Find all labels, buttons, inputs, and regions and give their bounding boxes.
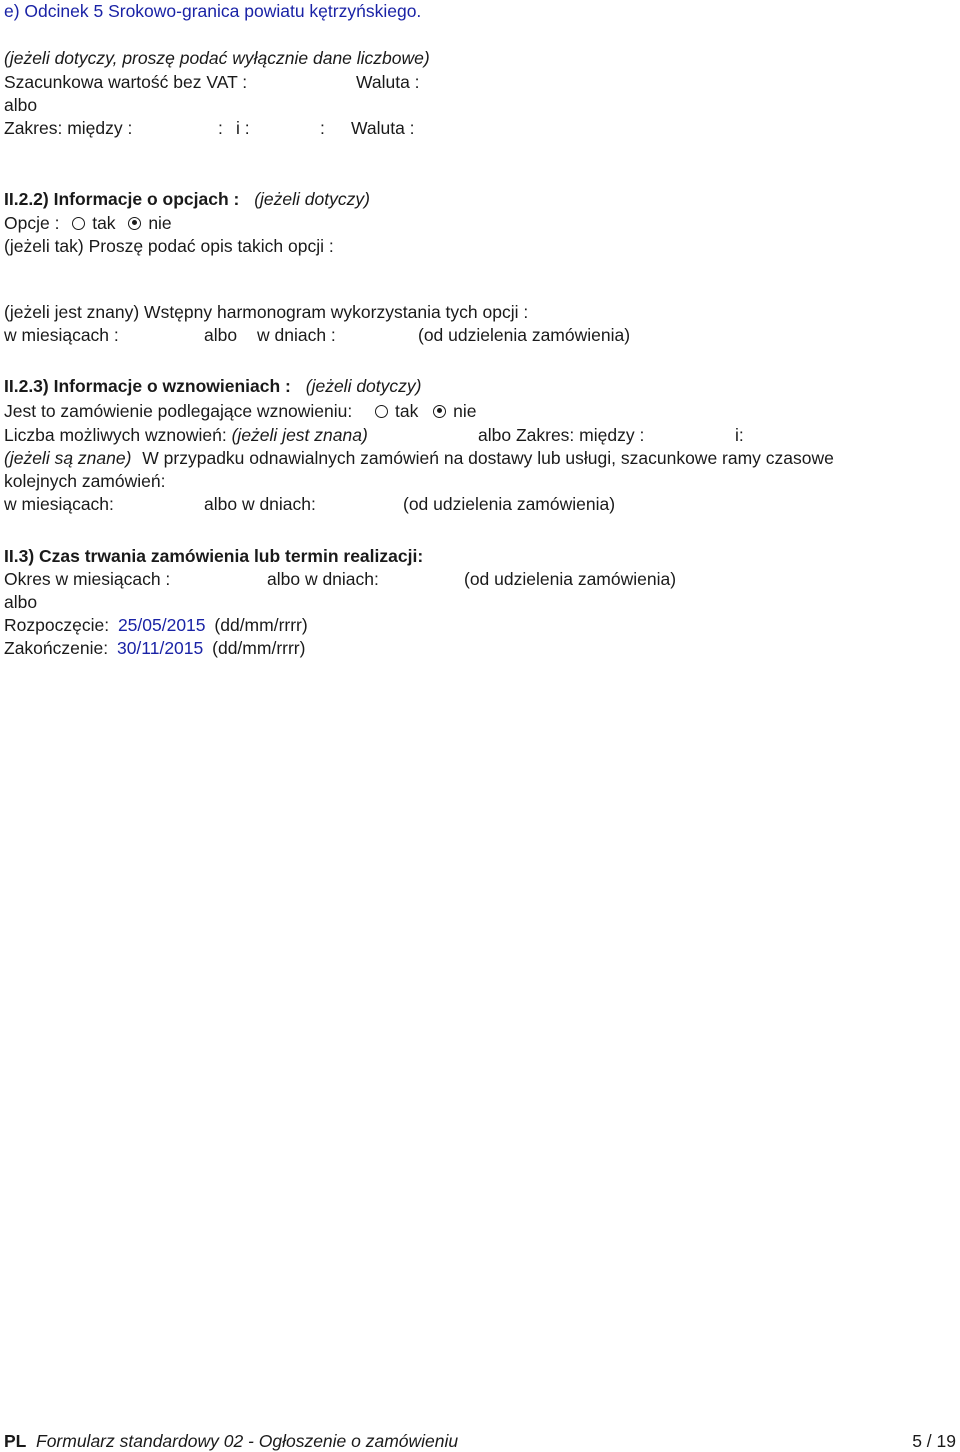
estimated-value-label: Szacunkowa wartość bez VAT : bbox=[4, 72, 248, 92]
options-no-label: nie bbox=[148, 213, 172, 233]
renewal-label: Jest to zamówienie podlegające wznowieniu: bbox=[4, 401, 353, 421]
renewals-heading-text: II.2.3) Informacje o wznowieniach : bbox=[4, 376, 291, 396]
end-label: Zakończenie: bbox=[4, 638, 109, 658]
options-heading-note: (jeżeli dotyczy) bbox=[254, 189, 370, 209]
options-label: Opcje : bbox=[4, 213, 60, 233]
radio-checked-icon bbox=[433, 405, 446, 418]
range-currency-label: Waluta : bbox=[351, 118, 415, 138]
options-heading-text: II.2.2) Informacje o opcjach : bbox=[4, 189, 240, 209]
duration-period-label: Okres w miesiącach : bbox=[4, 569, 171, 589]
range-colon: : bbox=[218, 118, 223, 138]
renewal-yes-label: tak bbox=[395, 401, 419, 421]
footer-lang-code: PL bbox=[4, 1431, 27, 1451]
options-yes-radio[interactable] bbox=[72, 213, 115, 233]
radio-unchecked-icon bbox=[72, 217, 85, 230]
radio-unchecked-icon bbox=[375, 405, 388, 418]
currency-label: Waluta : bbox=[356, 72, 420, 92]
renewal-months-label: w miesiącach: bbox=[4, 494, 114, 514]
or-text: albo bbox=[4, 95, 38, 115]
renewal-count-row bbox=[4, 424, 368, 446]
renewals-heading bbox=[4, 375, 421, 397]
renewals-heading-note: (jeżeli dotyczy) bbox=[305, 376, 422, 396]
renewal-yes-radio[interactable] bbox=[375, 401, 418, 421]
footer-language bbox=[4, 1430, 26, 1452]
duration-or-days: albo w dniach: bbox=[267, 569, 379, 589]
options-yes-label: tak bbox=[92, 213, 116, 233]
options-or: albo bbox=[204, 325, 238, 345]
renewal-timeframe-line2: kolejnych zamówień: bbox=[4, 471, 166, 491]
options-days-label: w dniach : bbox=[257, 325, 336, 345]
start-date: 25/05/2015 bbox=[117, 615, 206, 635]
renewal-timeframe-note: (jeżeli są znane) bbox=[4, 448, 132, 468]
options-from-award: (od udzielenia zamówienia) bbox=[418, 325, 631, 345]
renewal-no-label: nie bbox=[453, 401, 477, 421]
renewal-timeframe-text: W przypadku odnawialnych zamówień na dostawy lub usługi, szacunkowe ramy czasowe bbox=[142, 448, 834, 468]
start-date-format: (dd/mm/rrrr) bbox=[214, 615, 308, 635]
renewal-or-range: albo Zakres: między : bbox=[478, 425, 645, 445]
duration-or: albo bbox=[4, 592, 38, 612]
footer-page-number: 5 / 19 bbox=[912, 1431, 956, 1451]
duration-heading: II.3) Czas trwania zamówienia lub termin realizacji: bbox=[4, 546, 424, 566]
options-months-label: w miesiącach : bbox=[4, 325, 119, 345]
end-date: 30/11/2015 bbox=[116, 638, 204, 658]
duration-from-award: (od udzielenia zamówienia) bbox=[464, 569, 677, 589]
renewal-count-note: (jeżeli jest znana) bbox=[231, 425, 368, 445]
renewal-count-label: Liczba możliwych wznowień: bbox=[4, 425, 227, 445]
renewal-from-award: (od udzielenia zamówienia) bbox=[403, 494, 616, 514]
options-no-radio[interactable] bbox=[128, 213, 171, 233]
options-row bbox=[4, 212, 172, 234]
start-row bbox=[4, 614, 308, 636]
renewal-range-and: i: bbox=[735, 425, 744, 445]
renewal-timeframe-row bbox=[4, 447, 834, 469]
options-schedule-label: (jeżeli jest znany) Wstępny harmonogram wykorzystania tych opcji : bbox=[4, 302, 529, 322]
end-row bbox=[4, 637, 305, 659]
start-label: Rozpoczęcie: bbox=[4, 615, 110, 635]
range-and: i : bbox=[236, 118, 250, 138]
numeric-data-note: (jeżeli dotyczy, proszę podać wyłącznie dane liczbowe) bbox=[4, 48, 430, 68]
range-colon-2: : bbox=[320, 118, 325, 138]
range-label: Zakres: między : bbox=[4, 118, 133, 138]
footer-form-name: Formularz standardowy 02 - Ogłoszenie o zamówieniu bbox=[36, 1431, 459, 1451]
options-description-label: (jeżeli tak) Proszę podać opis takich opcji : bbox=[4, 236, 334, 256]
end-date-format: (dd/mm/rrrr) bbox=[212, 638, 306, 658]
renewal-no-radio[interactable] bbox=[433, 401, 476, 421]
radio-checked-icon bbox=[128, 217, 141, 230]
options-heading bbox=[4, 188, 370, 210]
renewal-or-days: albo w dniach: bbox=[204, 494, 316, 514]
renewal-row bbox=[4, 400, 476, 422]
section-title: e) Odcinek 5 Srokowo-granica powiatu kętrzyńskiego. bbox=[4, 1, 422, 21]
